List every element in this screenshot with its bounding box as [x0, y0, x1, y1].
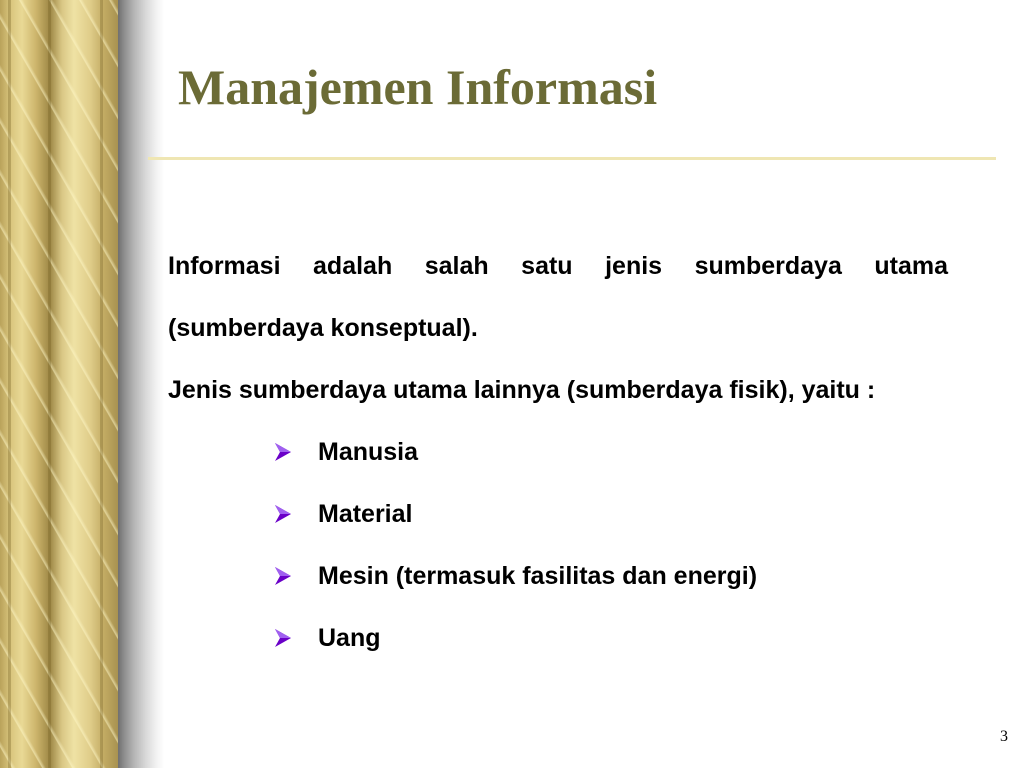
arrowhead-bullet-icon [272, 503, 294, 525]
bullet-label: Manusia [318, 438, 419, 466]
bullet-item [272, 607, 948, 669]
bullet-label: Mesin (termasuk fasilitas dan energi) [318, 562, 758, 590]
slide-body [168, 235, 948, 669]
pillar-stripe [100, 0, 103, 768]
pillar-stripe [8, 0, 11, 768]
bullet-label: Uang [318, 624, 381, 652]
slide-title: Manajemen Informasi [178, 59, 658, 115]
paragraph-2: Jenis sumberdaya utama lainnya (sumberdaya fisik), yaitu : [168, 376, 876, 404]
title-underline [148, 157, 996, 160]
bullet-item [272, 483, 948, 545]
bullet-item [272, 545, 948, 607]
paragraph-1: Informasi adalah salah satu jenis sumberdaya utama (sumberdaya konseptual). [168, 252, 948, 342]
decorative-pillar [0, 0, 118, 768]
arrowhead-bullet-icon [272, 441, 294, 463]
pillar-shadow [118, 0, 164, 768]
arrowhead-bullet-icon [272, 565, 294, 587]
page-number: 3 [1000, 728, 1008, 745]
bullet-list [168, 421, 948, 669]
bullet-label: Material [318, 500, 413, 528]
bullet-item [272, 421, 948, 483]
pillar-stripe [48, 0, 51, 768]
arrowhead-bullet-icon [272, 627, 294, 649]
